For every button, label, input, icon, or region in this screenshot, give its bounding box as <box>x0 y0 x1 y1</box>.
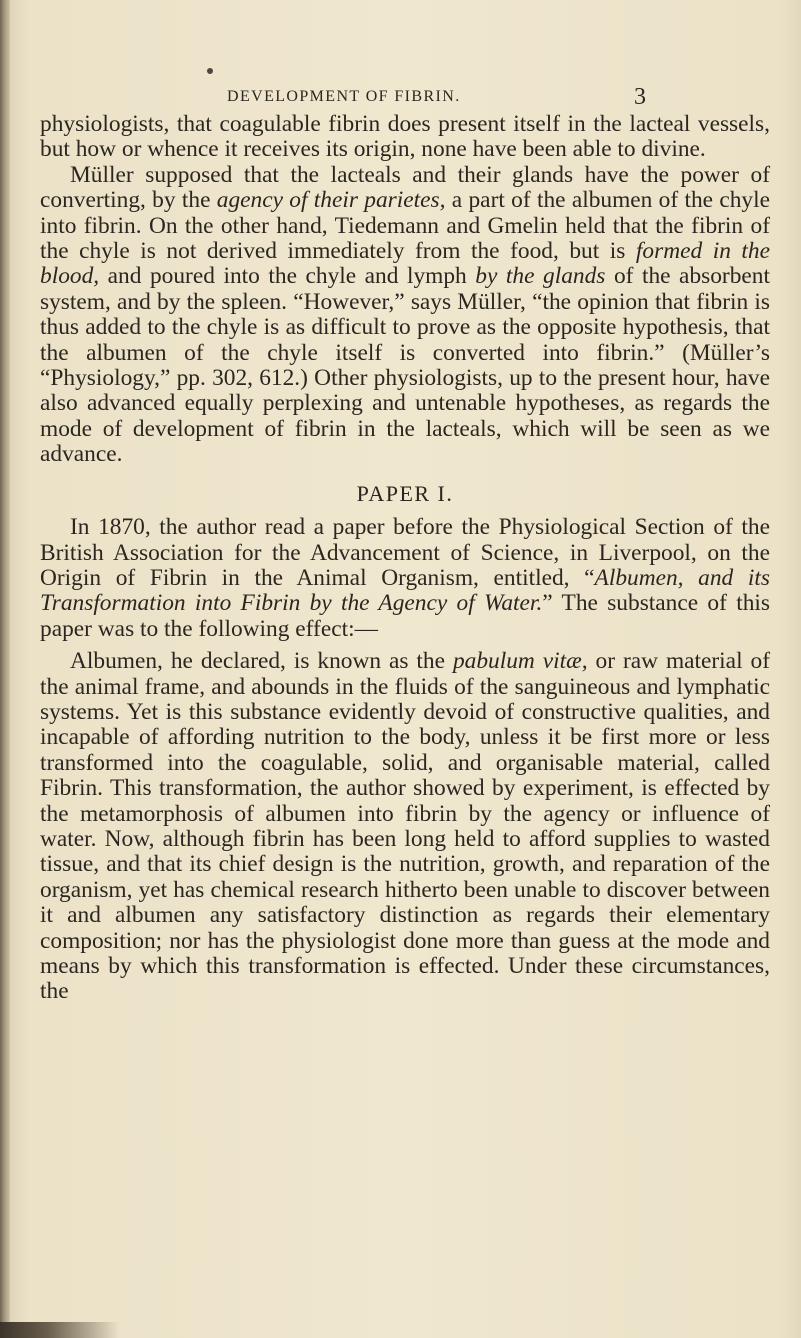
running-title: DEVELOPMENT OF FIBRIN. <box>227 88 461 105</box>
paragraph-4-italic1: pabulum vitæ, <box>452 648 588 675</box>
paragraph-albumen <box>40 649 770 1005</box>
body-text <box>40 112 770 1005</box>
paragraph-2-italic3: by the glands <box>475 263 606 290</box>
page-binding-shadow <box>0 0 10 1338</box>
paragraph-muller <box>40 163 770 468</box>
section-heading: PAPER I. <box>356 480 454 506</box>
paragraph-1-text: physiologists, that coagulable fibrin does present itself in the lacteal vessels, but how or whence it receives its origin, none have been able to divine. <box>40 111 770 163</box>
paragraph-3-italic1: Albumen, and its Transformation into Fibrin by the Agency of Water. <box>40 564 770 617</box>
paragraph-2-part4: of the absorbent system, and by the spleen. “However,” says Müller, “the opinion that fibrin is thus added to the chyle is as difficult to prove as the opposite hypothesis, that the albumen of the chyle itself is converted into fibrin.” (Müller’s “Physiology,” pp. 302, 612.) Other physiologists, up to the present hour, have also advanced equally perplexing and untenable hypotheses, as regards the mode of development of fibrin in the lacteals, which will be seen as we advance. <box>40 263 770 468</box>
paragraph-2-part2: a part of the albumen of the chyle into fibrin. On the other hand, Tiedemann and Gmelin held that the fibrin of the chyle is not derived immediately from the food, but is <box>40 187 770 265</box>
page-number: 3 <box>634 84 646 110</box>
paragraph-3-part1: In 1870, the author read a paper before the Physiological Section of the British Association for the Advancement of Science, in Liverpool, on the Origin of Fibrin in the Animal Organism, entitled, “ <box>40 514 770 591</box>
paragraph-4-part2: or raw material of the animal frame, and abounds in the fluids of the sanguineous and lymphatic systems. Yet is this substance evidently devoid of constructive qualities, and incapable of affording nutrition to the body, unless it be first more or less transformed into the coagulable, solid, and organisable material, called Fibrin. This transformation, the author showed by experiment, is effected by the metamorphosis of albumen into fibrin by the agency or influence of water. Now, although fibrin has been long held to afford supplies to wasted tissue, and that its chief design is the nutrition, growth, and reparation of the organism, yet has chemical research hitherto been unable to discover between it and albumen any satisfactory distinction as regards their elementary composition; nor has the physiologist done more than guess at the mode and means by which this transformation is effected. Under these circumstances, the <box>40 648 770 1005</box>
paragraph-2-italic2: formed in the blood, <box>40 238 771 290</box>
paragraph-continuation <box>40 112 770 163</box>
paragraph-2-italic1: agency of their parietes, <box>216 187 446 214</box>
ink-dot-mark <box>207 68 213 74</box>
paragraph-2-part1: Müller supposed that the lacteals and their glands have the power of converting, by the <box>40 161 770 214</box>
page-corner-shadow <box>0 1322 120 1338</box>
paragraph-4-part1: Albumen, he declared, is known as the <box>70 648 453 675</box>
paragraph-paper-intro <box>40 515 770 642</box>
paragraph-3-part2: ” The substance of this paper was to the following effect:— <box>40 590 770 642</box>
paragraph-2-part3: and poured into the chyle and lymph <box>99 263 476 290</box>
